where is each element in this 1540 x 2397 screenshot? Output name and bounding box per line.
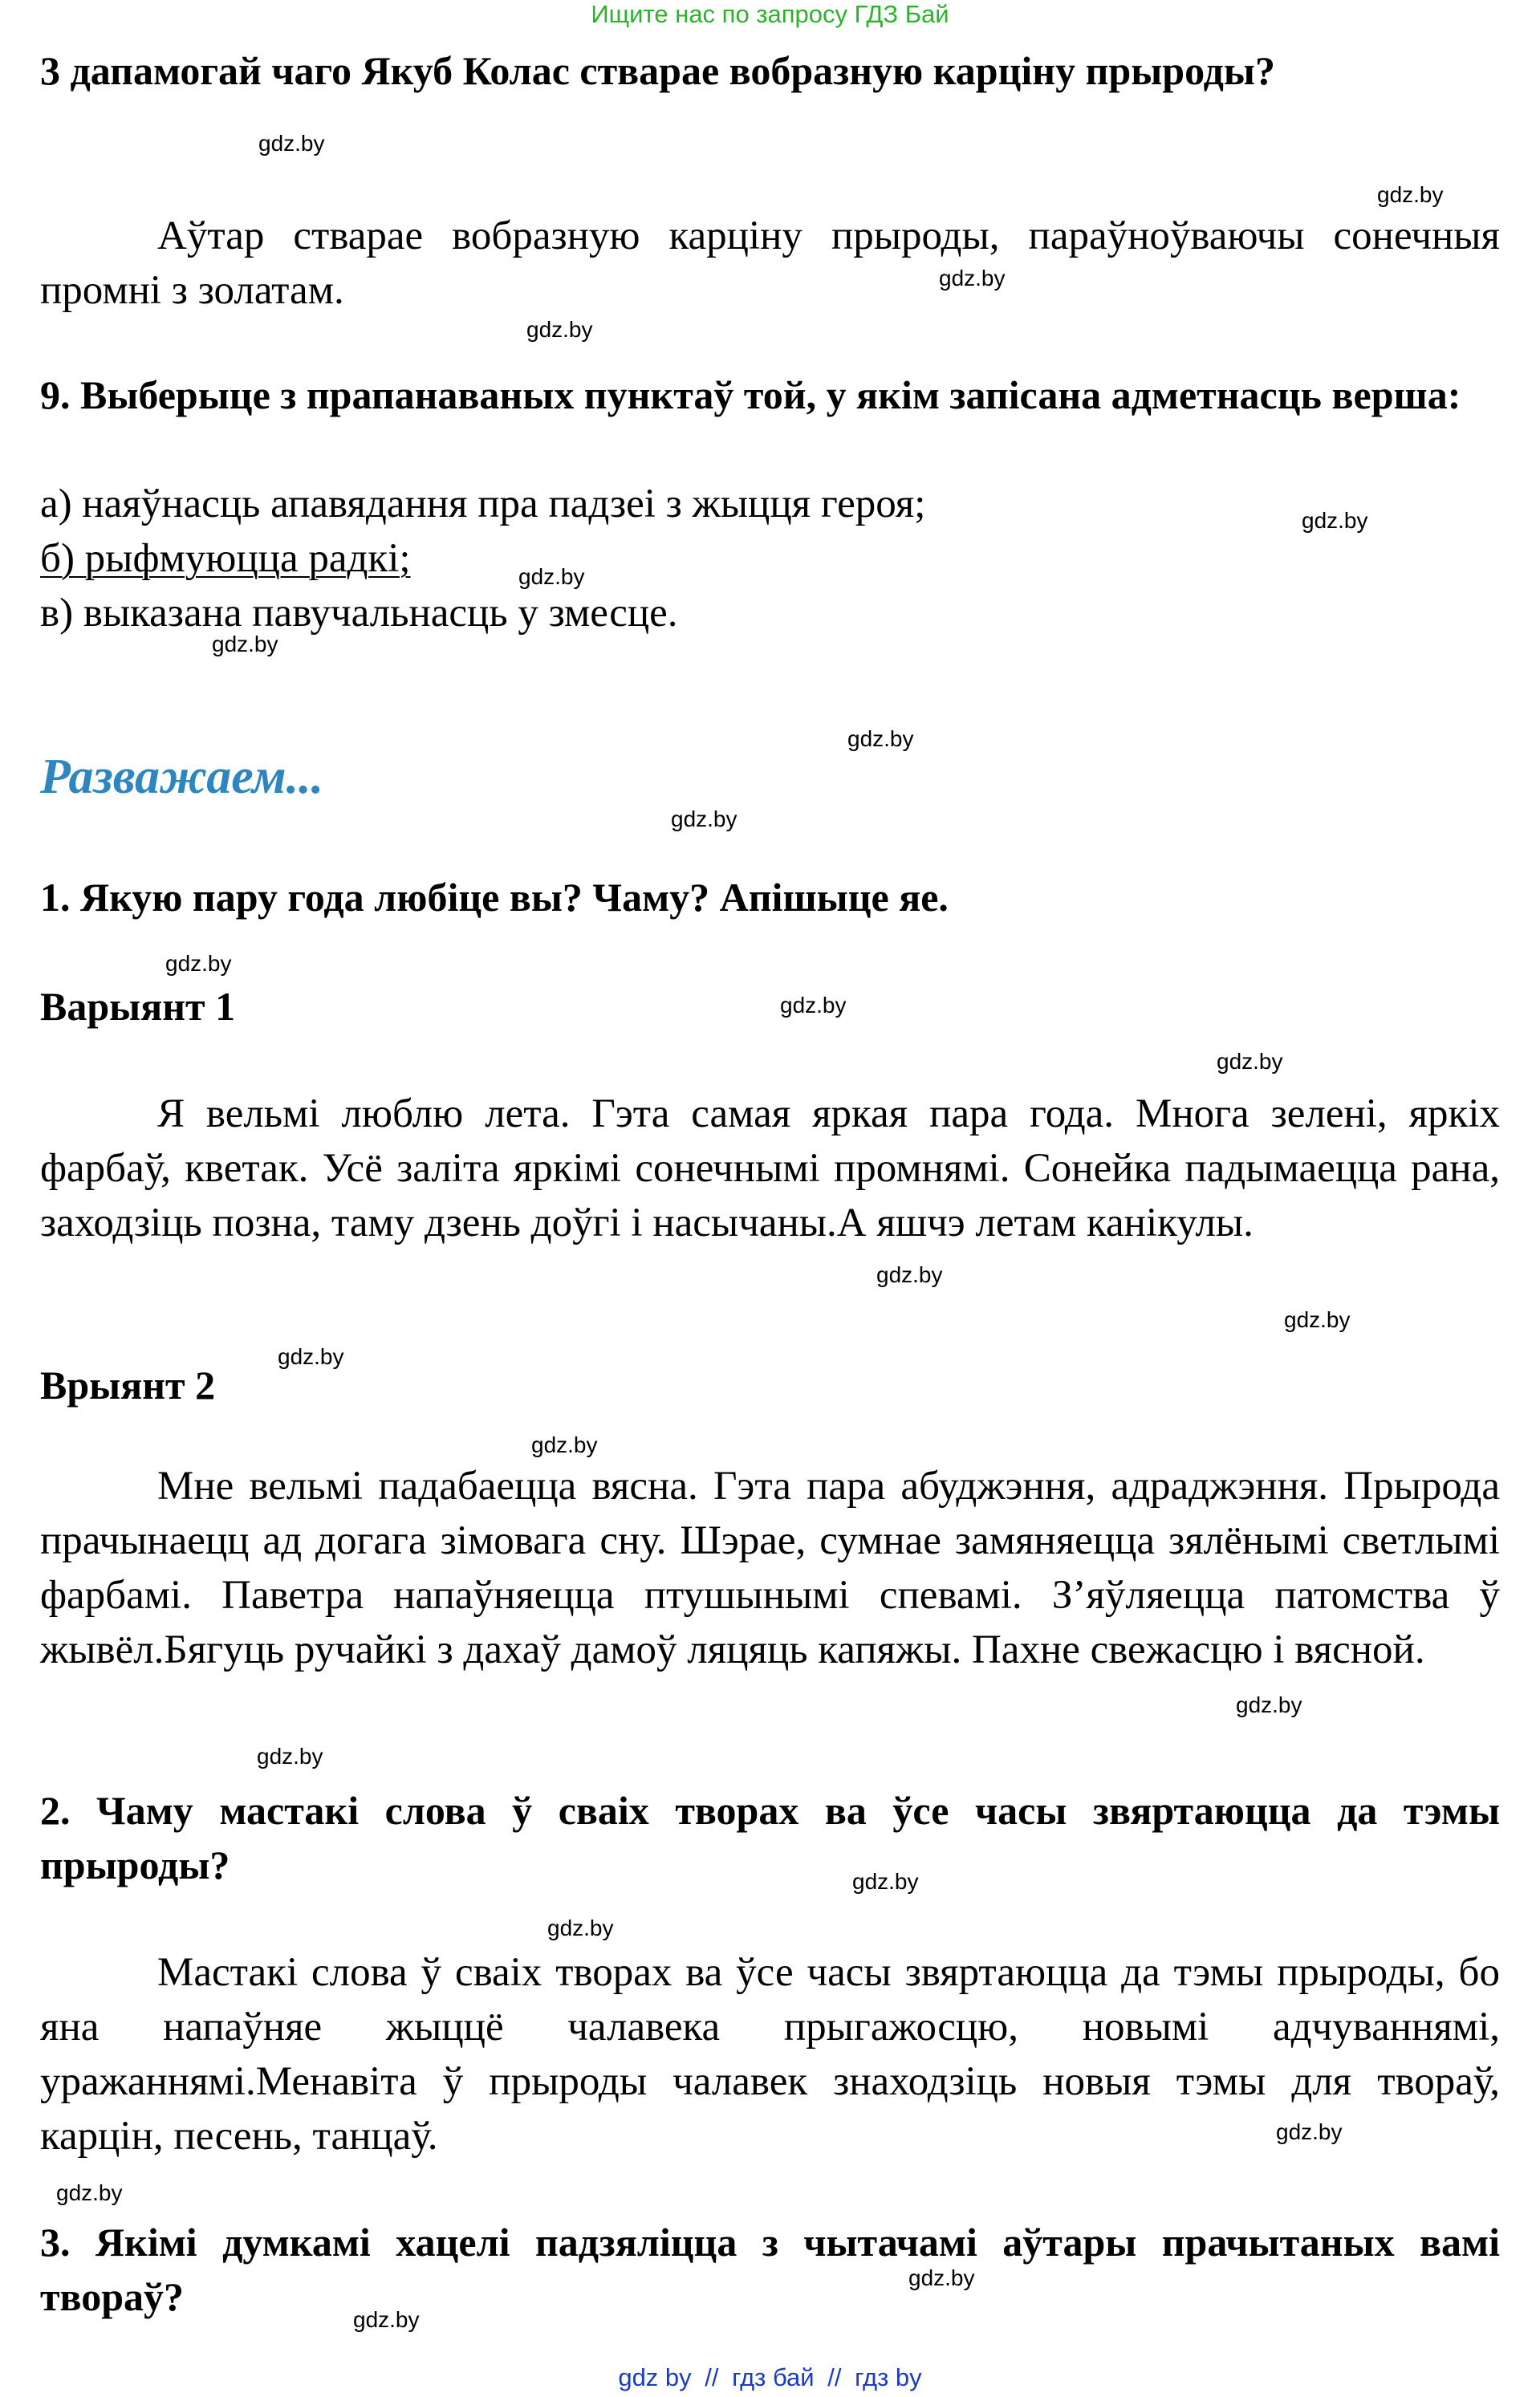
variant2-label: Врыянт 2: [40, 1363, 216, 1408]
watermark: gdz.by: [847, 726, 914, 751]
footer-separator: //: [705, 2363, 719, 2391]
r2-answer-text: Мастакі слова ў сваіх творах ва ўсе часы звяртаюцца да тэмы прыроды, бо яна напаўняе жыццё чалавека прыгажосцю, новымі адчуваннямі, уражаннямі.Менавіта ў прыроды чалавек знаходзіць новыя тэмы для твораў, карцін, песень, танцаў.: [40, 1950, 1500, 2159]
q9-option-b: б) рыфмуюцца радкі;: [40, 536, 411, 581]
footer-link-gdz-by[interactable]: gdz by: [618, 2363, 692, 2391]
watermark: gdz.by: [852, 1869, 919, 1894]
variant1-text: [40, 1087, 1500, 1250]
r3-heading: 3. Якімі думкамі хацелі падзяліцца з чытачамі аўтары прачытаных вамі твораў?: [40, 2220, 1500, 2319]
top-search-link[interactable]: Ищите нас по запросу ГДЗ Бай: [591, 0, 949, 28]
watermark: gdz.by: [547, 1916, 614, 1940]
watermark: gdz.by: [258, 131, 325, 156]
footer-links: [0, 2363, 1540, 2395]
r2-heading: 2. Чаму мастакі слова ў сваіх творах ва ўсе часы звяртаюцца да тэмы прыроды?: [40, 1788, 1500, 1887]
watermark: gdz.by: [526, 317, 593, 342]
watermark: gdz.by: [1284, 1307, 1351, 1332]
q3-answer: [40, 209, 1500, 318]
watermark: gdz.by: [353, 2307, 420, 2332]
watermark: gdz.by: [671, 806, 737, 831]
watermark: gdz.by: [1236, 1692, 1302, 1717]
section-title: Разважаем...: [40, 750, 324, 804]
q9-option-a: а) наяўнасць апавядання пра падзеі з жыцця героя;: [40, 481, 926, 526]
watermark: gdz.by: [1217, 1049, 1283, 1074]
watermark: gdz.by: [518, 564, 585, 589]
watermark: gdz.by: [1377, 182, 1444, 207]
watermark: gdz.by: [56, 2180, 123, 2205]
variant1-label: Варыянт 1: [40, 984, 236, 1029]
q9-option-c: в) выказана павучальнасць у змесце.: [40, 591, 678, 636]
watermark: gdz.by: [908, 2265, 975, 2290]
watermark: gdz.by: [780, 993, 847, 1018]
r1-heading: 1. Якую пару года любіце вы? Чаму? Апішыце яе.: [40, 875, 949, 920]
footer-separator: //: [827, 2363, 842, 2391]
q9-heading: 9. Выберыце з прапанаваных пунктаў той, у якім запісана адметнасць верша:: [40, 372, 1461, 417]
watermark: gdz.by: [165, 951, 232, 976]
footer-link-gdz-bai[interactable]: гдз бай: [732, 2363, 815, 2391]
q3-heading: 3 дапамогай чаго Якуб Колас стварае вобразную карціну прыроды?: [40, 48, 1275, 93]
variant2-text: [40, 1459, 1500, 1677]
variant2-text-body: Мне вельмі падабаецца вясна. Гэта пара абуджэння, адраджэння. Прырода прачынаецц ад догага зімовага сну. Шэрае, сумнае замяняецца зялёнымі светлымі фарбамі. Паветра напаўняецца птушынымі спевамі. З’яўляецца патомства ў жывёл.Бягуць ручайкі з дахаў дамоў ляцяць капяжы. Пахне свежасцю і вясной.: [40, 1464, 1500, 1672]
watermark: gdz.by: [531, 1432, 598, 1457]
q3-answer-text: Аўтар стварае вобразную карціну прыроды, параўноўваючы сонечныя промні з золатам.: [40, 213, 1500, 313]
watermark: gdz.by: [278, 1344, 344, 1369]
watermark: gdz.by: [212, 632, 278, 656]
watermark: gdz.by: [1276, 2119, 1343, 2144]
footer-link-gdz-by-ru[interactable]: гдз by: [855, 2363, 922, 2391]
watermark: gdz.by: [939, 266, 1006, 290]
watermark: gdz.by: [1302, 508, 1368, 533]
variant1-text-body: Я вельмі люблю лета. Гэта самая яркая пара года. Многа зелені, яркіх фарбаў, кветак. Усё заліта яркімі сонечнымі промнямі. Сонейка падымаецца рана, заходзіць позна, таму дзень доўгі і насычаны.А яшчэ летам канікулы.: [40, 1091, 1500, 1245]
watermark: gdz.by: [876, 1262, 943, 1287]
watermark: gdz.by: [257, 1744, 323, 1769]
